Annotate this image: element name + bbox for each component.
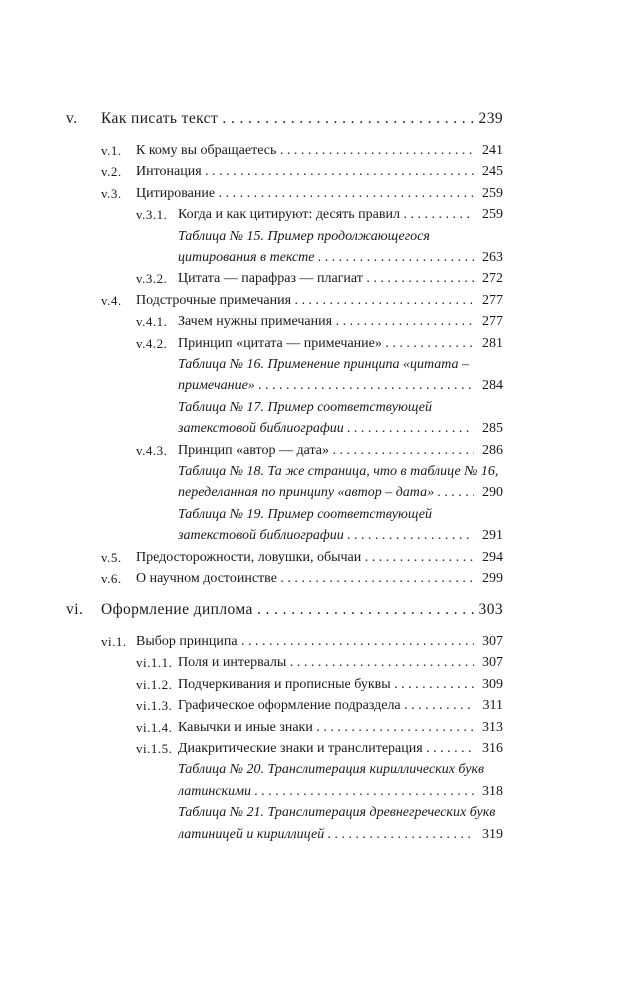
subsection-entry[interactable] [0,335,619,353]
chapter-title: Оформление диплома . . . [101,601,477,619]
section-number: v.3.1. [136,207,168,223]
page-number: 239 [474,110,503,128]
table-entry-line[interactable] [0,377,619,395]
subsection-entry[interactable] [0,719,619,737]
section-number: v.1. [101,143,122,158]
table-entry-caption-continued: затекстовой библиографии . . . [178,420,477,438]
section-entry[interactable] [0,570,619,588]
page-number: 291 [474,527,503,545]
chapter-number: vi. [66,601,84,618]
page-number: 272 [474,270,503,288]
page-number: 241 [474,142,503,160]
section-number: vi.1.4. [136,719,173,735]
section-number: vi.1. [101,634,127,649]
section-number: v.4. [101,292,122,308]
section-title: Подчеркивания и прописные буквы . . . [178,676,477,694]
section-number: v.4.1. [136,314,168,330]
section-title: Интонация . . . [136,163,477,181]
table-entry-line[interactable] [0,356,619,374]
section-title: Выбор принципа . . . [136,633,477,651]
page-number: 245 [474,163,503,181]
section-entry[interactable] [0,185,619,203]
chapter-title: Как писать текст . . . [101,110,477,128]
section-number: v.4.3. [136,442,168,458]
table-entry-caption: Таблица № 15. Пример продолжающегося [178,228,430,244]
section-number: v.4.2. [136,335,168,351]
table-entry-line[interactable] [0,420,619,438]
table-entry-line[interactable] [0,484,619,502]
table-entry-line[interactable] [0,783,619,801]
section-number: v.2. [101,164,122,180]
page-number: 318 [474,783,503,801]
section-title: О научном достоинстве . . . [136,570,477,588]
chapter-number: v. [66,110,78,127]
section-title: Принцип «автор — дата» . . . [178,442,477,460]
table-entry-caption-continued: латинскими . . . [178,783,477,801]
table-entry-caption: Таблица № 16. Применение принципа «цитата – [178,357,470,372]
page-number: 281 [474,335,503,353]
page-number: 299 [474,570,503,588]
page-number: 313 [474,719,503,737]
section-title: Цитата — парафраз — плагиат . . . [178,270,477,288]
table-entry-caption: Таблица № 17. Пример соответствующей [178,399,433,415]
page-number: 277 [474,292,503,310]
section-entry[interactable] [0,549,619,567]
page-number: 290 [474,484,503,502]
table-entry-caption: Таблица № 21. Транслитерация древнегреческих букв [178,805,496,821]
table-entry-line[interactable] [0,826,619,844]
subsection-entry[interactable] [0,270,619,288]
section-number: v.3.2. [136,271,168,287]
section-entry[interactable] [0,163,619,181]
page-number: 316 [474,740,503,758]
table-entry-line[interactable] [0,804,619,822]
section-title: Принцип «цитата — примечание» . . . [178,335,477,353]
page-number: 303 [474,601,503,619]
page-number: 307 [474,633,503,651]
page-number: 307 [474,654,503,672]
table-entry-line[interactable] [0,399,619,417]
page-number: 294 [474,549,503,567]
chapter-heading[interactable] [0,110,619,128]
section-title: Поля и интервалы . . . [178,654,477,672]
page-number: 277 [474,313,503,331]
table-entry-line[interactable] [0,527,619,545]
section-title: Графическое оформление подраздела . . . [178,697,477,715]
page-number: 263 [474,249,503,267]
table-entry-line[interactable] [0,249,619,267]
section-entry[interactable] [0,292,619,310]
page-number: 284 [474,377,503,395]
section-number: v.6. [101,571,122,586]
section-number: vi.1.5. [136,741,173,756]
section-title: Зачем нужны примечания . . . [178,313,477,331]
page-number: 259 [474,185,503,203]
table-entry-caption: Таблица № 20. Транслитерация кириллических букв [178,762,485,778]
section-title: Подстрочные примечания . . . [136,292,477,310]
table-entry-caption-continued: латиницей и кириллицей . . . [178,826,477,844]
subsection-entry[interactable] [0,206,619,224]
section-number: vi.1.3. [136,698,173,714]
section-number: vi.1.2. [136,676,173,692]
section-title: Цитирование . . . [136,185,477,203]
section-number: v.3. [101,185,122,201]
chapter-heading[interactable] [0,601,619,619]
table-entry-line[interactable] [0,228,619,246]
section-number: v.5. [101,549,122,565]
section-title: Кавычки и иные знаки . . . [178,719,477,737]
page-number: 285 [474,420,503,438]
section-title: К кому вы обращаетесь . . . [136,142,477,160]
page-number: 259 [474,206,503,224]
subsection-entry[interactable] [0,313,619,331]
section-entry[interactable] [0,633,619,651]
table-entry-caption: Таблица № 18. Та же страница, что в таблице № 16, [178,464,499,479]
section-title: Предосторожности, ловушки, обычаи . . . [136,549,477,567]
subsection-entry[interactable] [0,676,619,694]
page-number: 309 [474,676,503,694]
section-number: vi.1.1. [136,655,173,671]
table-entry-line[interactable] [0,761,619,779]
subsection-entry[interactable] [0,697,619,715]
subsection-entry[interactable] [0,654,619,672]
section-title: Диакритические знаки и транслитерация . . . [178,740,477,758]
table-entry-caption-continued: затекстовой библиографии . . . [178,527,477,545]
table-entry-line[interactable] [0,506,619,524]
section-entry[interactable] [0,142,619,160]
table-entry-caption: Таблица № 19. Пример соответствующей [178,506,433,522]
section-title: Когда и как цитируют: десять правил . . . [178,206,477,224]
subsection-entry[interactable] [0,740,619,758]
page-number: 286 [474,442,503,460]
table-entry-caption-continued: цитирования в тексте . . . [178,249,477,267]
page-number: 319 [474,826,503,844]
table-entry-line[interactable] [0,463,619,481]
table-entry-caption-continued: примечание» . . . [178,377,477,395]
table-entry-caption-continued: переделанная по принципу «автор – дата» . . . [178,484,477,502]
page-number: 311 [474,697,503,715]
subsection-entry[interactable] [0,442,619,460]
